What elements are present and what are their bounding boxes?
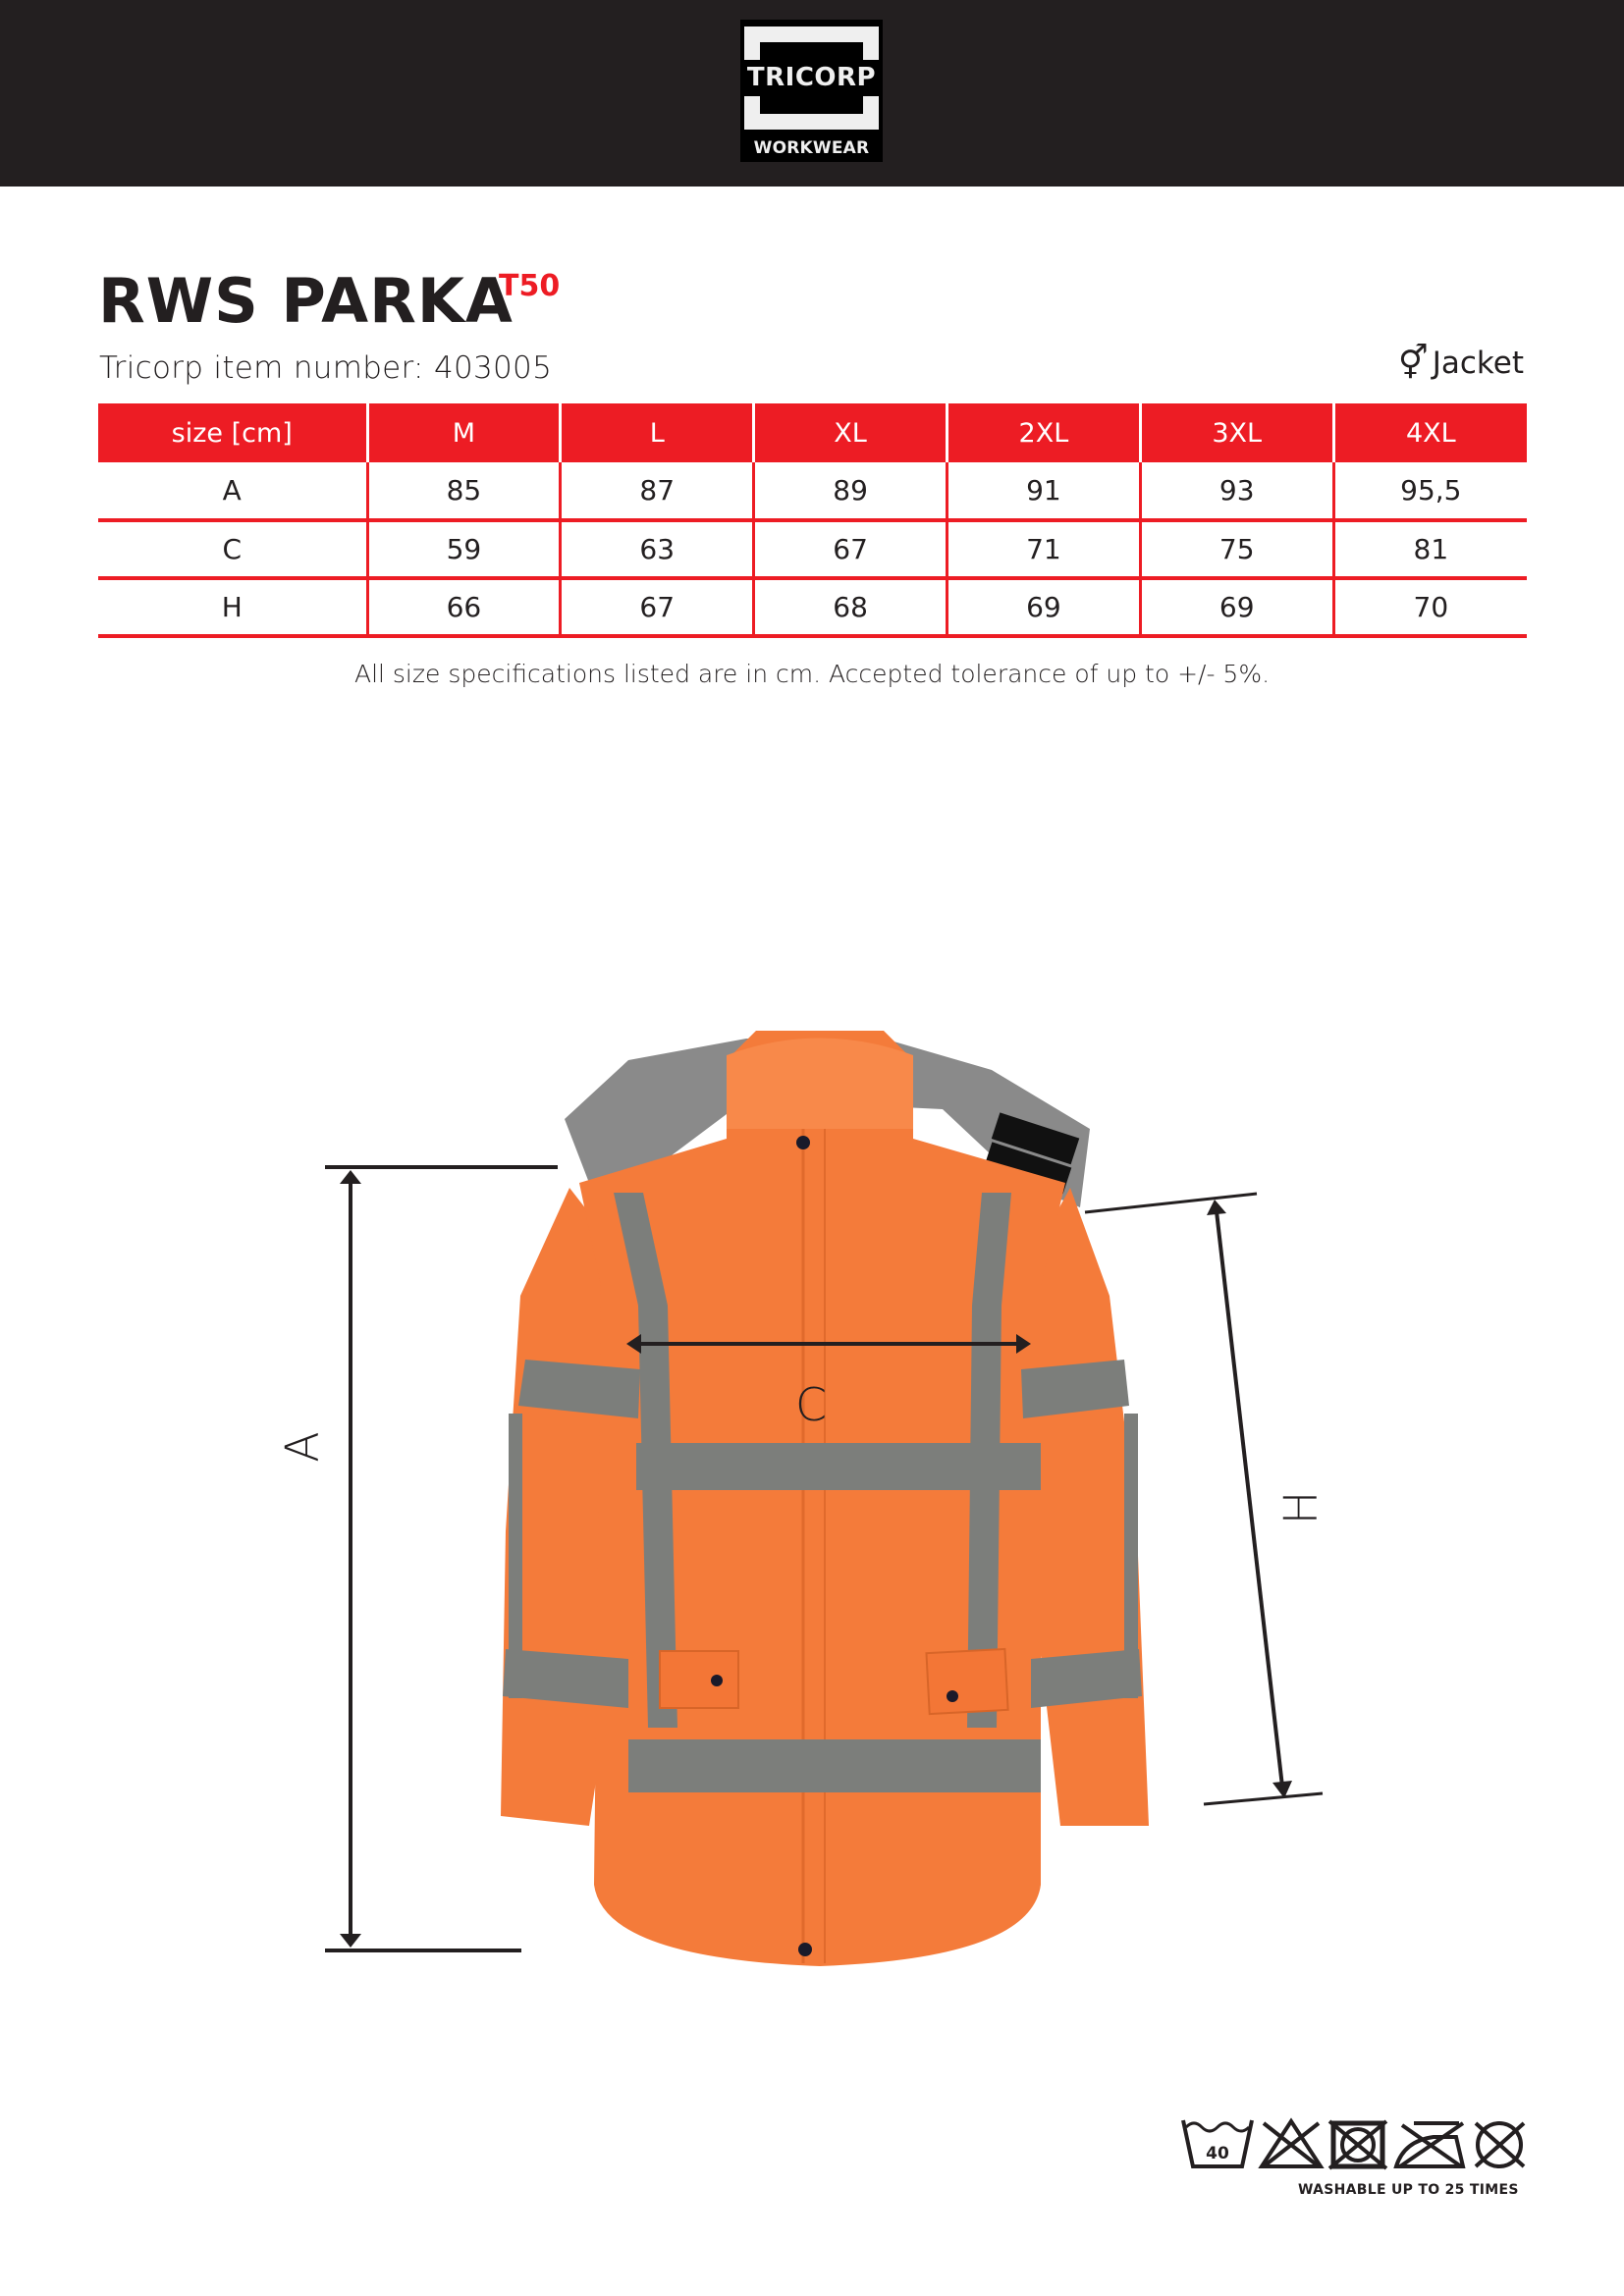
table-cell: 70 [1333, 578, 1527, 636]
product-code: T50 [499, 269, 561, 303]
table-cell: 67 [561, 578, 754, 636]
table-cell: 85 [367, 462, 561, 520]
table-cell: 68 [754, 578, 947, 636]
table-cell: 81 [1333, 520, 1527, 578]
table-cell: 69 [1140, 578, 1333, 636]
unisex-icon: ⚥ [1398, 344, 1429, 383]
dimension-label-c: C [795, 1378, 828, 1431]
wash-40-icon [1183, 2120, 1252, 2166]
column-header: 4XL [1333, 403, 1527, 462]
garment-type-label: Jacket [1432, 346, 1524, 381]
table-cell: 87 [561, 462, 754, 520]
dimension-label-h: H [1273, 1490, 1327, 1525]
table-cell: 59 [367, 520, 561, 578]
table-cell: 93 [1140, 462, 1333, 520]
item-number: Tricorp item number: 403005 [99, 350, 553, 386]
column-header: size [cm] [98, 403, 367, 462]
logo-subtitle-text: WORKWEAR [753, 138, 870, 158]
table-cell: 75 [1140, 520, 1333, 578]
table-cell: 89 [754, 462, 947, 520]
no-bleach-icon [1262, 2121, 1321, 2166]
table-cell: 95,5 [1333, 462, 1527, 520]
table-cell: 66 [367, 578, 561, 636]
care-note: WASHABLE UP TO 25 TIMES [1298, 2182, 1519, 2198]
table-cell: 71 [947, 520, 1140, 578]
column-header: XL [754, 403, 947, 462]
measure-label: H [98, 578, 367, 636]
table-cell: 91 [947, 462, 1140, 520]
column-header: 2XL [947, 403, 1140, 462]
dimension-label-a: A [275, 1431, 329, 1463]
measure-label: A [98, 462, 367, 520]
care-symbols [1178, 2115, 1532, 2174]
no-iron-icon [1396, 2123, 1463, 2166]
no-dry-clean-icon [1476, 2123, 1524, 2166]
table-cell: 69 [947, 578, 1140, 636]
product-title: RWS PARKA [98, 265, 514, 337]
column-header: M [367, 403, 561, 462]
tolerance-note: All size specifications listed are in cm. Accepted tolerance of up to +/- 5%. [353, 660, 1271, 688]
measure-label: C [98, 520, 367, 578]
table-cell: 67 [754, 520, 947, 578]
svg-text:40: 40 [1206, 2144, 1229, 2163]
logo-brand-text: TRICORP [746, 63, 877, 92]
column-header: L [561, 403, 754, 462]
jacket-illustration [501, 1031, 1149, 1966]
no-tumble-dry-icon [1329, 2121, 1386, 2168]
column-header: 3XL [1140, 403, 1333, 462]
table-cell: 63 [561, 520, 754, 578]
